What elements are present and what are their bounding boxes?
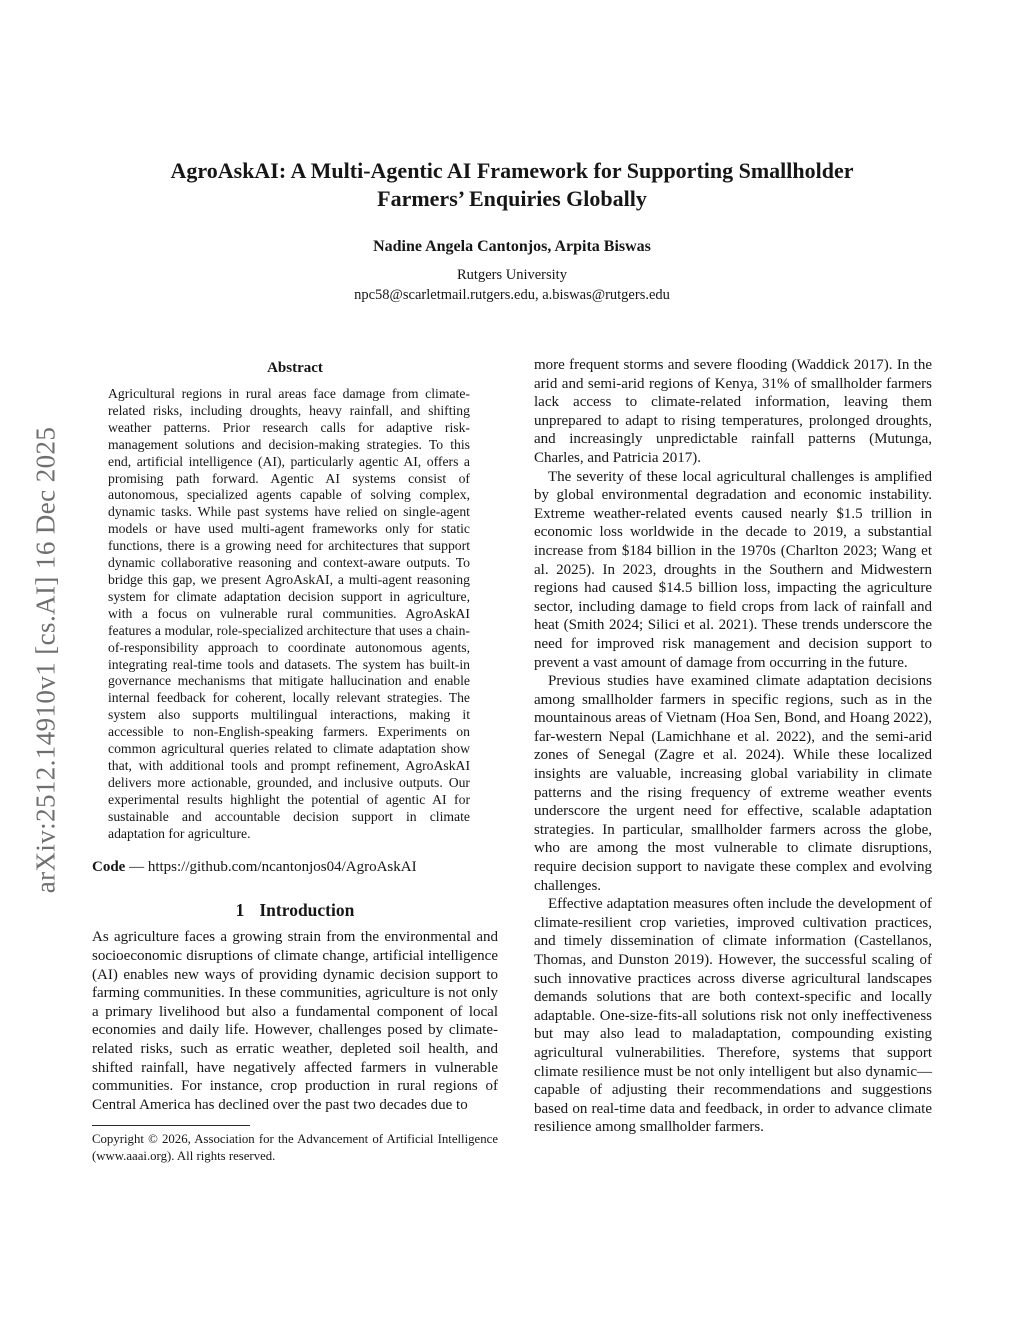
authors: Nadine Angela Cantonjos, Arpita Biswas <box>373 238 651 255</box>
section-number: 1 <box>235 900 245 921</box>
copyright-footnote <box>92 1125 498 1163</box>
abstract-block <box>92 360 498 842</box>
two-column-body <box>92 356 932 1164</box>
body-paragraph: Previous studies have examined climate adaptation decisions among smallholder farmers in specific regions, such as in the mountainous areas of Vietnam (Hoa Sen, Bond, and Hoang 2022), far-western Nepal (Lamichhane et al. 2022), and the semi-arid zones of Senegal (Zagre et al. 2024). While these localized insights are valuable, increasing global variability in climate patterns and the rising frequency of extreme weather events underscore the urgent need for effective, scalable adaptation strategies. In particular, smallholder farmers across the globe, who are among the most vulnerable to climate disruptions, require decision support to navigate these complex and evolving challenges. <box>534 673 932 894</box>
introduction-paragraph: As agriculture faces a growing strain from the environmental and socioeconomic disruptions of climate change, artificial intelligence (AI) enables new ways of providing dynamic decision support to farming communities. In these communities, agriculture is not only a primary livelihood but also a fundamental component of local economies and daily life. However, challenges posed by climate-related risks, such as erratic weather, depleted soil health, and shifted rainfall, have negatively affected farmers in vulnerable communities. For instance, crop production in rural regions of Central America has declined over the past two decades due to <box>92 929 498 1113</box>
paper-title: AgroAskAI: A Multi-Agentic AI Framework for Supporting Smallholder Farmers’ Enquiries Globally <box>170 158 854 211</box>
code-separator: — <box>125 859 148 876</box>
footnote-rule <box>92 1125 250 1126</box>
body-paragraph: Effective adaptation measures often include the development of climate-resilient crop varieties, improved cultivation practices, and timely dissemination of climate information (Castellanos, Thomas, and Dunston 2019). However, the successful scaling of such innovative practices across diverse agricultural landscapes demands solutions that are both context-specific and locally adaptable. One-size-fits-all solutions risk not only ineffectiveness but may also lead to maladaptation, compounding existing agricultural vulnerabilities. Therefore, systems that support climate resilience must be not only intelligent but also dynamic—capable of adjusting their recommendations and suggestions based on real-time data and feedback, in order to advance climate resilience among smallholder farmers. <box>534 896 932 1136</box>
arxiv-watermark: arXiv:2512.14910v1 [cs.AI] 16 Dec 2025 <box>30 426 61 894</box>
author-emails: npc58@scarletmail.rutgers.edu, a.biswas@rutgers.edu <box>354 287 670 303</box>
body-paragraph: The severity of these local agricultural challenges is amplified by global environmental degradation and economic instability. Extreme weather-related events caused nearly $1.5 trillion in economic loss worldwide in the decade to 2019, a substantial increase from $184 billion in the 1970s (Charlton 2023; Wang et al. 2025). In 2023, droughts in the Southern and Midwestern regions had caused $14.5 billion loss, impacting the agriculture sector, including damage to field crops from lack of rainfall and heat (Smith 2024; Silici et al. 2021). These trends underscore the need for improved risk management and decision support to prevent a vast amount of damage from occurring in the future. <box>534 468 932 671</box>
code-availability-line <box>92 859 498 876</box>
abstract-heading: Abstract <box>267 360 323 376</box>
abstract-text: Agricultural regions in rural areas face damage from climate-related risks, including droughts, heavy rainfall, and shifting weather patterns. Prior research calls for adaptive risk-management solutions and decision-making strategies. To this end, artificial intelligence (AI), particularly agentic AI, offers a promising path forward. Agentic AI systems consist of autonomous, specialized agents capable of solving complex, dynamic tasks. While past systems have relied on single-agent models or have used multi-agent frameworks only for static functions, there is a growing need for architectures that support dynamic collaborative reasoning and context-aware outputs. To bridge this gap, we present AgroAskAI, a multi-agent reasoning system for climate adaptation decision support in agriculture, with a focus on vulnerable rural communities. AgroAskAI features a modular, role-specialized architecture that uses a chain-of-responsibility approach to coordinate autonomous agents, integrating real-time tools and datasets. The system has built-in governance mechanisms that mitigate hallucination and enable internal feedback for coherent, locally relevant strategies. The system also supports multilingual interactions, making it accessible to non-English-speaking farmers. Experiments on common agricultural queries related to climate adaptation show that, with additional tools and prompt refinement, AgroAskAI delivers more actionable, grounded, and inclusive outputs. Our experimental results highlight the potential of agentic AI for sustainable and accountable decision support in climate adaptation for agriculture. <box>108 386 470 841</box>
left-column <box>92 356 498 1164</box>
body-paragraph: more frequent storms and severe flooding (Waddick 2017). In the arid and semi-arid regions of Kenya, 31% of smallholder farmers lack access to climate-related information, leaving them unprepared to adapt to rising temperatures, prolonged droughts, and increasingly unpredictable rainfall patterns (Mutunga, Charles, and Patricia 2017). <box>534 357 932 466</box>
code-repo-link[interactable]: https://github.com/ncantonjos04/AgroAskAI <box>147 859 417 876</box>
section-title: Introduction <box>259 900 355 921</box>
section-heading-introduction <box>92 900 498 921</box>
code-label: Code <box>92 859 126 876</box>
affiliation: Rutgers University <box>457 267 567 283</box>
footnote-text: Copyright © 2026, Association for the Advancement of Artificial Intelligence (www.aaai.org). All rights reserved. <box>92 1132 498 1163</box>
paper-header <box>0 0 1024 304</box>
right-column <box>534 356 932 1164</box>
